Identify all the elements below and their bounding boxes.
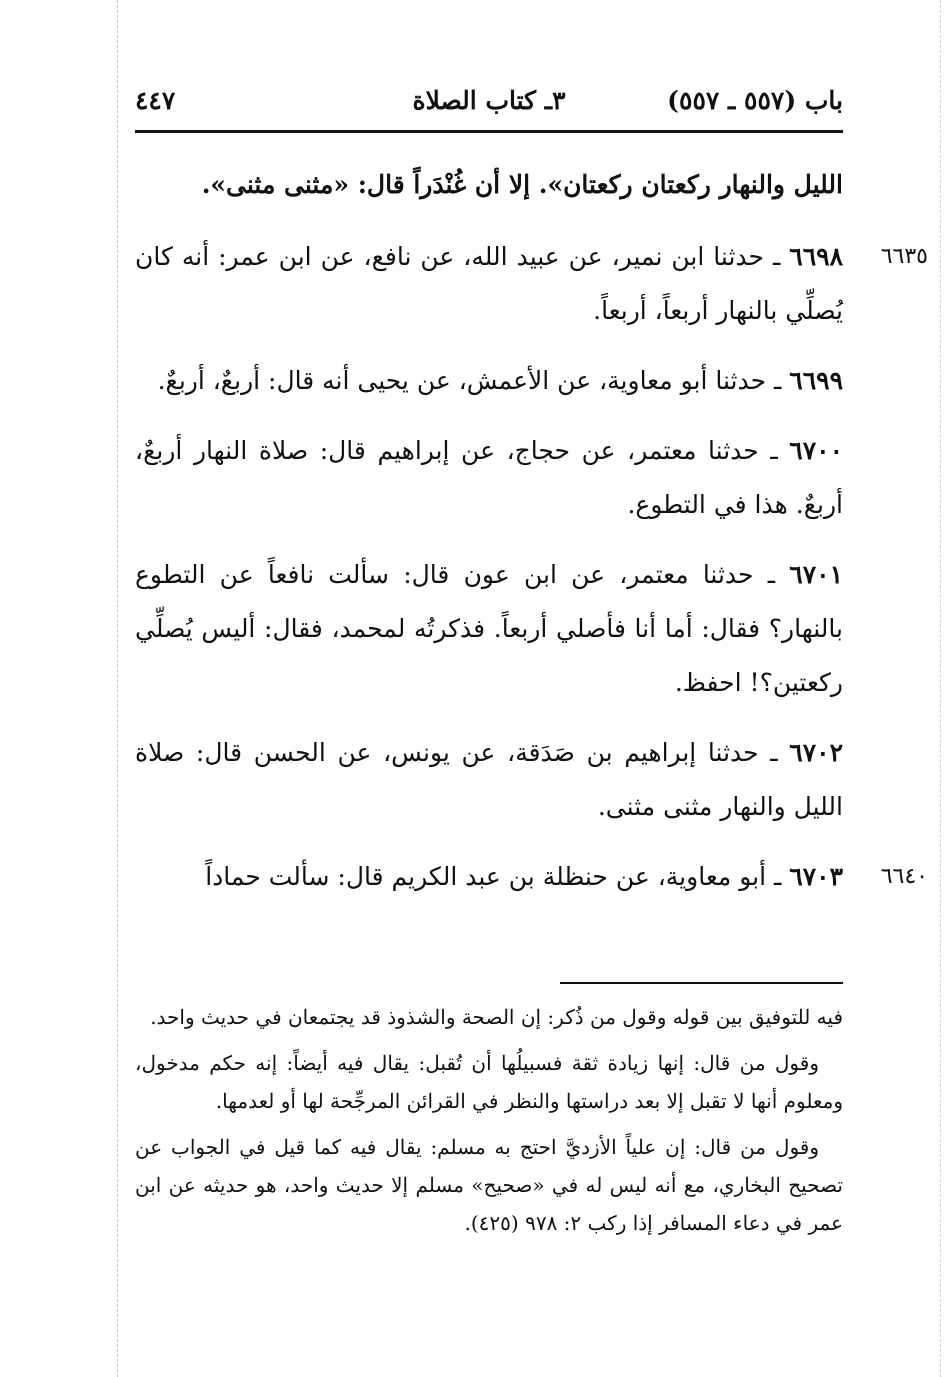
hadith-6702 — [135, 726, 843, 834]
hadith-number: ٦٧٠٠ — [789, 436, 843, 465]
scan-edge-right — [940, 0, 941, 1377]
hadith-number: ٦٦٩٨ — [789, 242, 843, 271]
header-rule — [135, 130, 843, 133]
book-title: ٣ـ كتاب الصلاة — [412, 86, 566, 115]
hadith-text: ـ حدثنا معتمر، عن ابن عون قال: سألت نافعاً عن التطوع بالنهار؟ فقال: أما أنا فأصلي أربعاً. فذكرتُه لمحمد، فقال: أليس يُصلِّي ركعتين؟! احفظ. — [135, 560, 843, 697]
hadith-text: ـ حدثنا أبو معاوية، عن الأعمش، عن يحيى أنه قال: أربعٌ، أربعٌ. — [157, 366, 782, 395]
footnote-paragraph: وقول من قال: إن علياً الأزديَّ احتج به مسلم: يقال فيه كما قيل في الجواب عن تصحيح البخاري، مع أنه ليس له في «صحيح» مسلم إلا حديث واحد، هو حديثه عن ابن عمر في دعاء المسافر إذا ركب ٢: ٩٧٨ (٤٢٥). — [135, 1135, 843, 1235]
scan-edge-left — [117, 0, 118, 1377]
margin-number: ٦٦٤٠ — [880, 864, 928, 889]
chapter-range: باب (٥٥٧ ـ ٥٥٧) — [667, 86, 843, 115]
intro-text: الليل والنهار ركعتان ركعتان». إلا أن غُنْدَراً قال: «مثنى مثنى». — [201, 170, 843, 199]
footnote-rule — [560, 982, 843, 984]
hadith-text: ـ حدثنا ابن نمير، عن عبيد الله، عن نافع، عن ابن عمر: أنه كان يُصلِّي بالنهار أربعاً، أربعاً. — [135, 242, 843, 325]
page-number: ٤٤٧ — [135, 86, 176, 115]
footnotes — [135, 998, 843, 1250]
hadith-6703 — [135, 850, 928, 904]
hadith-number: ٦٧٠٣ — [789, 862, 843, 891]
hadith-6700 — [135, 424, 843, 532]
hadith-6699 — [135, 354, 843, 408]
page-header — [135, 80, 843, 130]
hadith-6698 — [135, 230, 928, 338]
hadith-number: ٦٦٩٩ — [789, 366, 843, 395]
hadith-text: ـ حدثنا إبراهيم بن صَدَقة، عن يونس، عن الحسن قال: صلاة الليل والنهار مثنى مثنى. — [135, 738, 843, 821]
main-text — [135, 158, 928, 920]
footnote-paragraph: فيه للتوفيق بين قوله وقول من ذُكر: إن الصحة والشذوذ قد يجتمعان في حديث واحد. — [150, 1005, 843, 1029]
hadith-6701 — [135, 548, 843, 710]
footnote-paragraph: وقول من قال: إنها زيادة ثقة فسبيلُها أن تُقبل: يقال فيه أيضاً: إنه حكم مدخول، ومعلوم أنها لا تقبل إلا بعد دراستها والنظر في القرائن المرجِّحة لها أو لعدمها. — [135, 1051, 843, 1113]
hadith-number: ٦٧٠٢ — [789, 738, 843, 767]
hadith-number: ٦٧٠١ — [789, 560, 843, 589]
hadith-text: ـ أبو معاوية، عن حنظلة بن عبد الكريم قال: سألت حماداً — [205, 862, 782, 891]
margin-number: ٦٦٣٥ — [880, 244, 928, 269]
hadith-text: ـ حدثنا معتمر، عن حجاج، عن إبراهيم قال: صلاة النهار أربعٌ، أربعٌ. هذا في التطوع. — [135, 436, 843, 519]
